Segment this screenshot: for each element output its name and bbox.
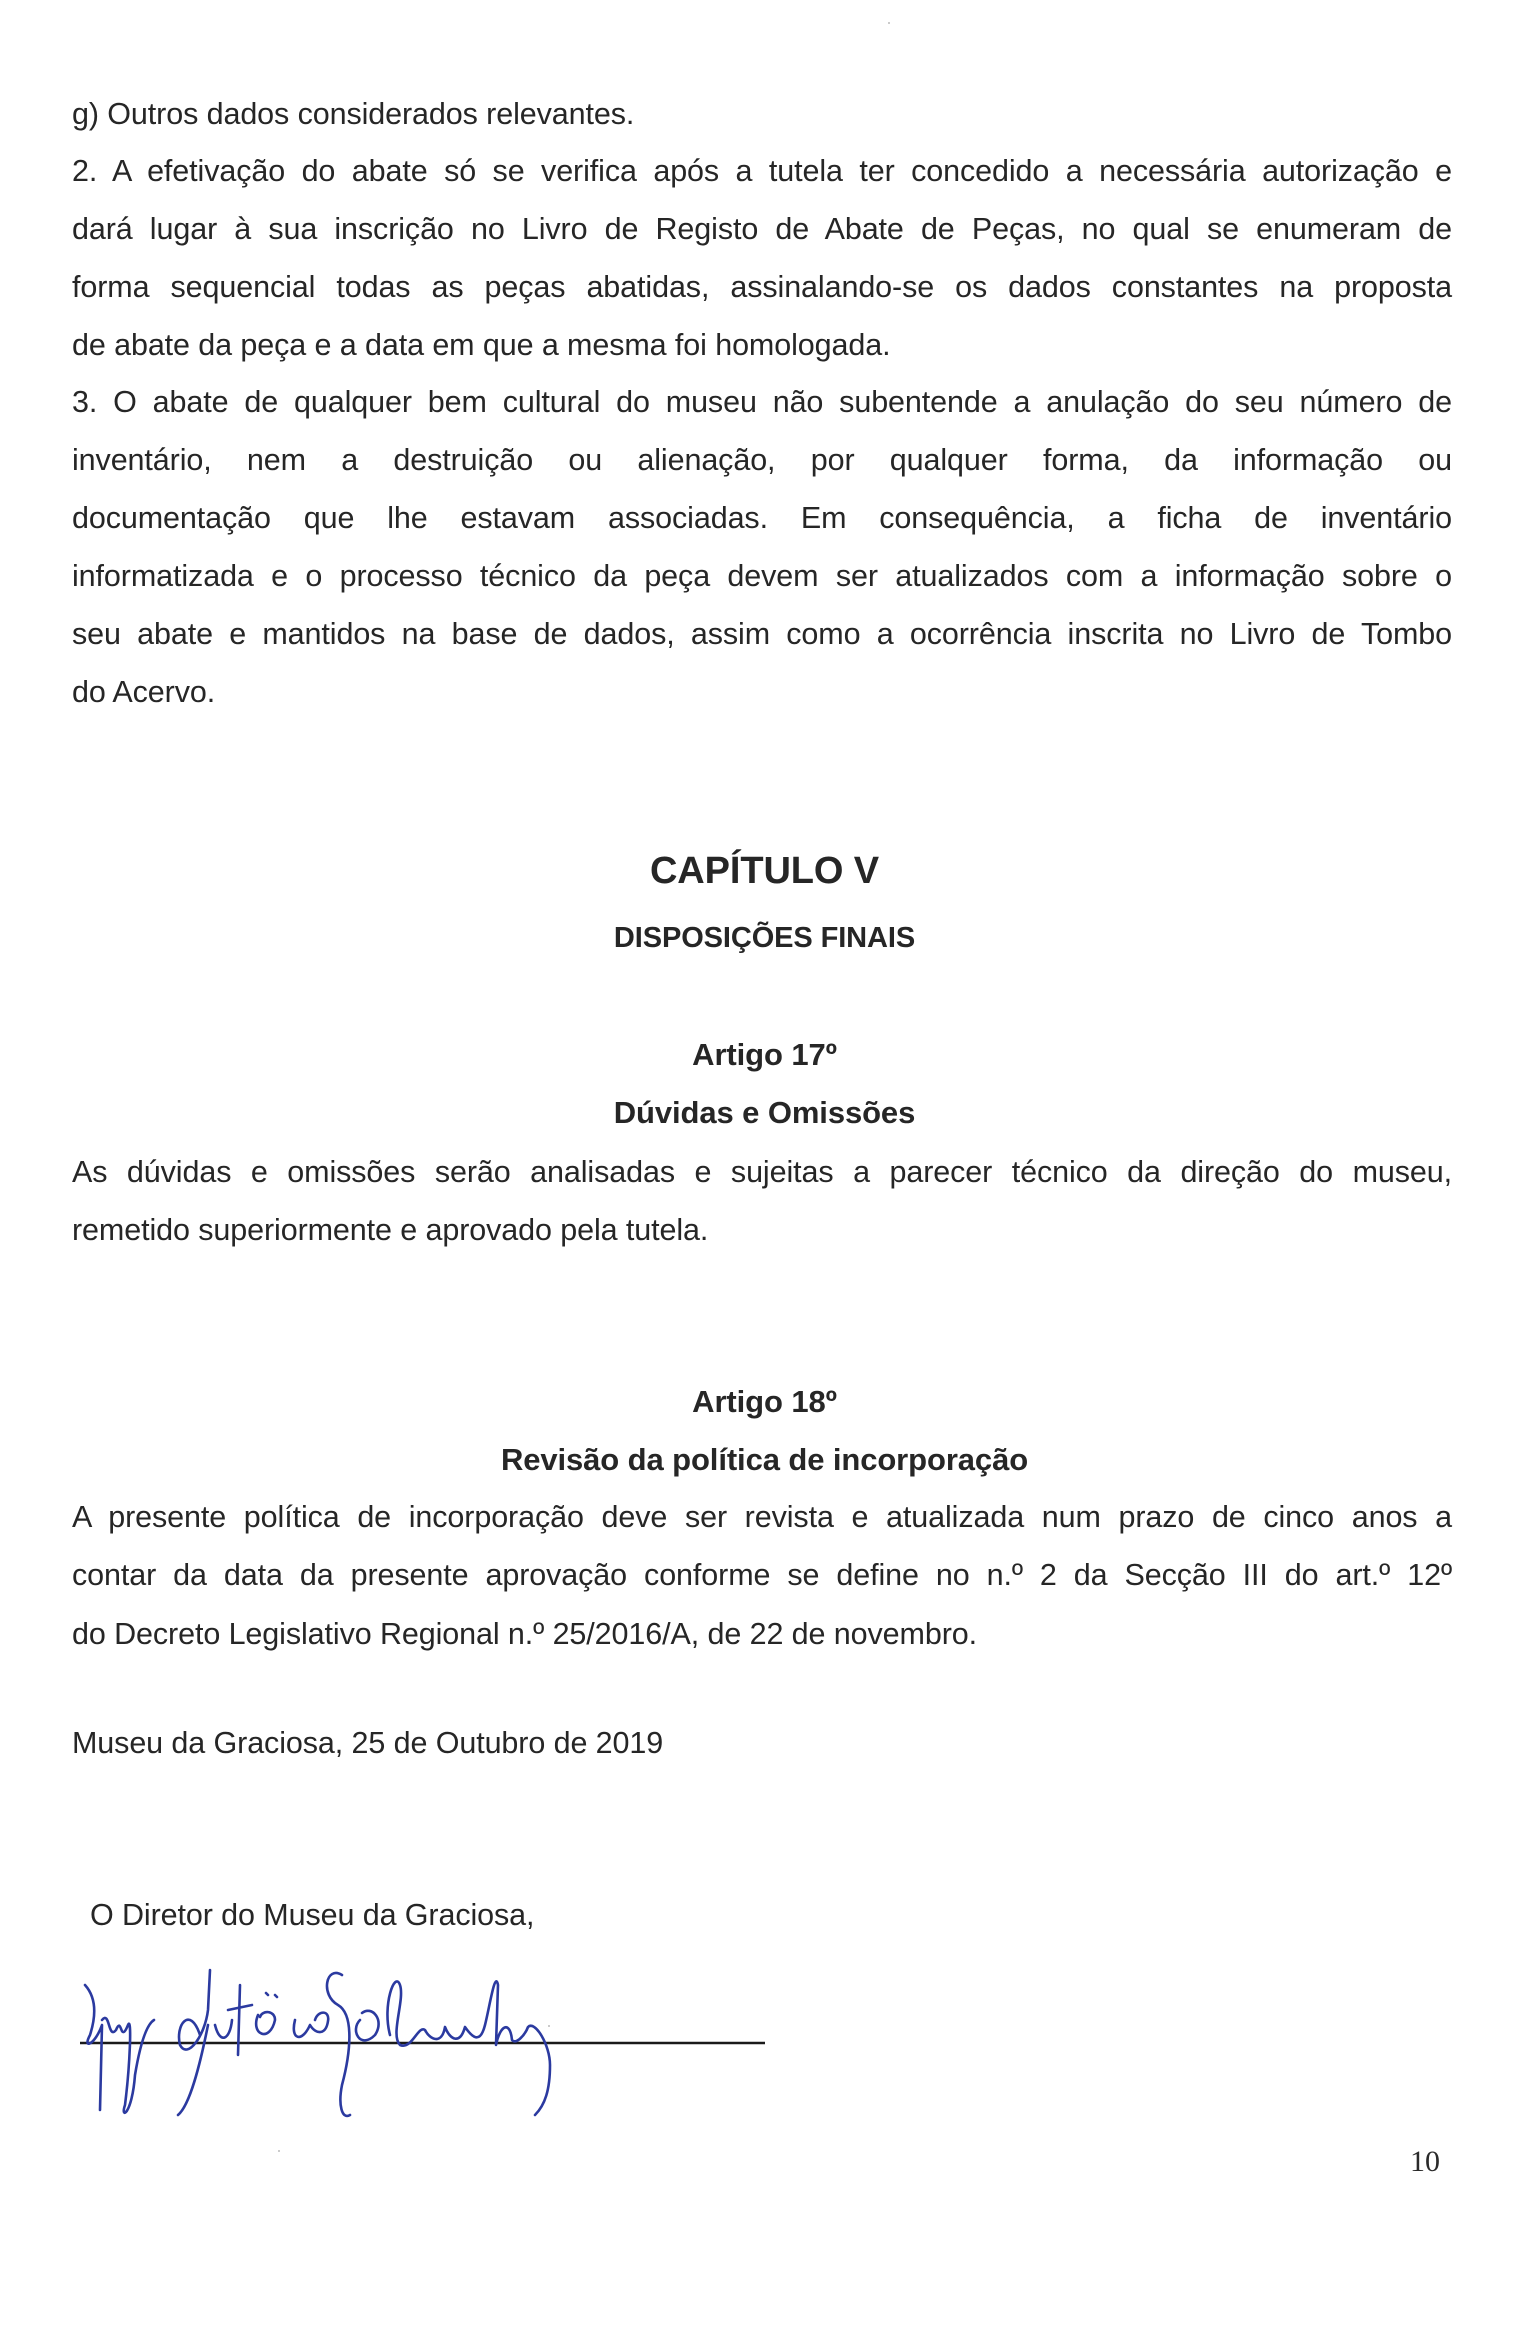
place-date: Museu da Graciosa, 25 de Outubro de 2019 (72, 1726, 664, 1760)
paragraph-3-line-4: informatizada e o processo técnico da peça devem ser atualizados com a informação sobre o (72, 559, 1452, 593)
paragraph-2-line-4: de abate da peça e a data em que a mesma foi homologada. (72, 328, 891, 362)
chapter-title: CAPÍTULO V (649, 850, 880, 892)
paragraph-3-line-5: seu abate e mantidos na base de dados, assim como a ocorrência inscrita no Livro de Tombo (72, 617, 1452, 651)
article-17-line-1: As dúvidas e omissões serão analisadas e sujeitas a parecer técnico da direção do museu, (72, 1155, 1452, 1189)
paragraph-2-line-1: 2. A efetivação do abate só se verifica após a tutela ter concedido a necessária autorização e (72, 154, 1452, 188)
paragraph-3-line-2: inventário, nem a destruição ou alienação, por qualquer forma, da informação ou (72, 443, 1452, 477)
paragraph-2-line-2: dará lugar à sua inscrição no Livro de Registo de Abate de Peças, no qual se enumeram de (72, 212, 1452, 246)
scan-speck (548, 2025, 550, 2027)
page-number: 10 (1410, 2145, 1440, 2178)
paragraph-3-line-1: 3. O abate de qualquer bem cultural do museu não subentende a anulação do seu número de (72, 385, 1452, 419)
article-17-title: Dúvidas e Omissões (613, 1095, 916, 1130)
article-17-number: Artigo 17º (692, 1037, 837, 1072)
chapter-subtitle: DISPOSIÇÕES FINAIS (613, 922, 916, 954)
paragraph-3-line-3: documentação que lhe estavam associadas. Em consequência, a ficha de inventário (72, 501, 1452, 535)
article-18-line-3: do Decreto Legislativo Regional n.º 25/2016/A, de 22 de novembro. (72, 1617, 977, 1651)
article-18-line-2: contar da data da presente aprovação conforme se define no n.º 2 da Secção III do art.º 12º (72, 1558, 1452, 1592)
list-item-g: g) Outros dados considerados relevantes. (72, 97, 635, 131)
article-17-line-2: remetido superiormente e aprovado pela tutela. (72, 1213, 709, 1247)
scan-speck (888, 22, 890, 24)
article-18-line-1: A presente política de incorporação deve ser revista e atualizada num prazo de cinco anos a (72, 1500, 1452, 1534)
signature (80, 1965, 900, 2125)
signatory-role: O Diretor do Museu da Graciosa, (90, 1898, 535, 1932)
article-18-number: Artigo 18º (692, 1384, 837, 1419)
article-18-title: Revisão da política de incorporação (500, 1442, 1029, 1477)
paragraph-2-line-3: forma sequencial todas as peças abatidas, assinalando-se os dados constantes na proposta (72, 270, 1452, 304)
scan-speck (278, 2150, 280, 2152)
paragraph-3-line-6: do Acervo. (72, 675, 216, 709)
